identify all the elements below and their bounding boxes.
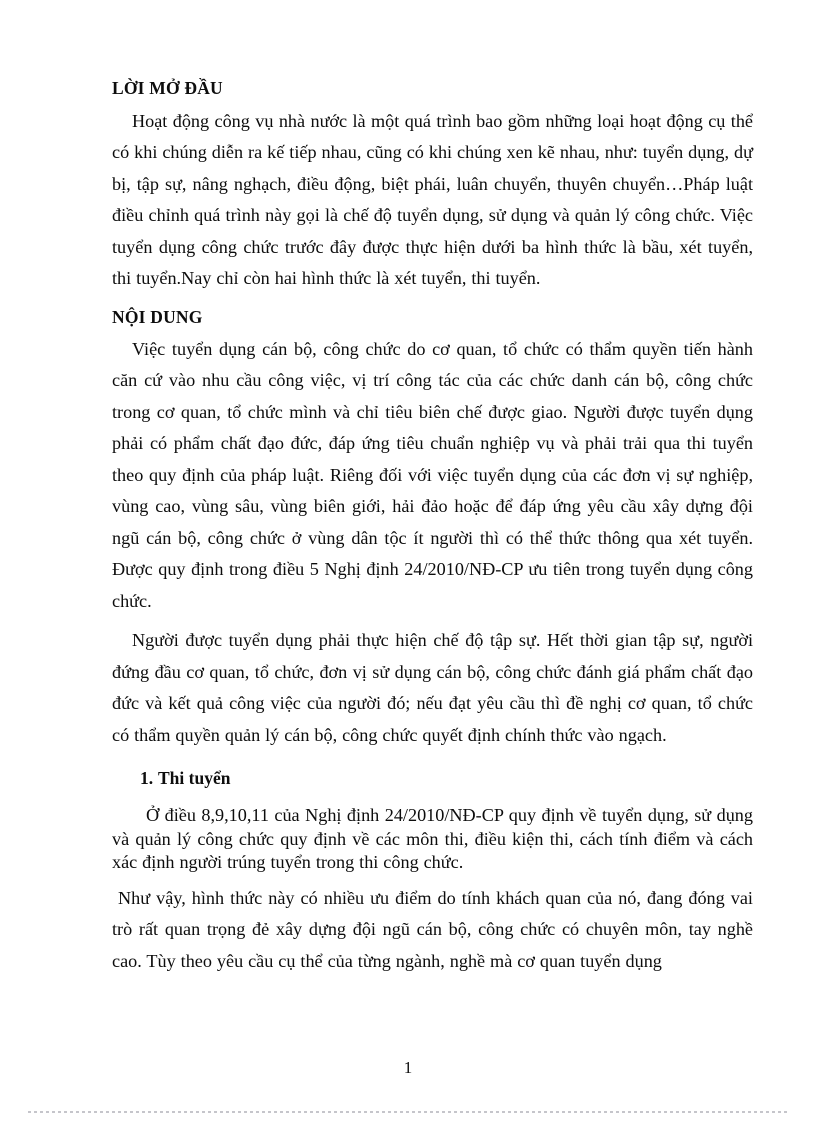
heading-noi-dung: NỘI DUNG [112,306,203,327]
document-body [112,78,753,977]
paragraph-intro-1: Hoạt động công vụ nhà nước là một quá trình bao gồm những loại hoạt động cụ thể có khi chúng diễn ra kế tiếp nhau, cũng có khi chúng xen kẽ nhau, như: tuyển dụng, dự bị, tập sự, nâng nghạch, điều động, biệt phái, luân chuyển, thuyên chuyển…Pháp luật điều chỉnh quá trình này gọi là chế độ tuyển dụng, sử dụng và quản lý công chức. Việc tuyển dụng công chức trước đây được thực hiện dưới ba hình thức là bầu, xét tuyển, thi tuyển.Nay chỉ còn hai hình thức là xét tuyển, thi tuyển. [112,110,753,289]
page-number: 1 [403,1058,413,1077]
subsection-heading-thi-tuyen [112,767,753,790]
subsection-title: Thi tuyển [158,768,231,789]
heading-loi-mo-dau: LỜI MỞ ĐẦU [112,78,223,98]
subsection-number: 1. [140,768,154,789]
paragraph-subsection-2: Như vậy, hình thức này có nhiều ưu điểm do tính khách quan của nó, đang đóng vai trò rất quan trọng đẻ xây dựng đội ngũ cán bộ, công chức có chuyên môn, tay nghề cao. Tùy theo yêu cầu cụ thể của từng ngành, nghề mà cơ quan tuyển dụng [112,887,753,971]
paragraph-subsection-1: Ở điều 8,9,10,11 của Nghị định 24/2010/NĐ-CP quy định về tuyển dụng, sử dụng và quản lý công chức quy định về các môn thi, điều kiện thi, cách tính điểm và cách xác định người trúng tuyển trong thi công chức. [112,805,753,872]
paragraph-content-1: Việc tuyển dụng cán bộ, công chức do cơ quan, tổ chức có thẩm quyền tiến hành căn cứ vào nhu cầu công việc, vị trí công tác của các chức danh cán bộ, công chức trong cơ quan, tổ chức mình và chỉ tiêu biên chế được giao. Người được tuyển dụng phải có phẩm chất đạo đức, đáp ứng tiêu chuẩn nghiệp vụ và phải trải qua thi tuyển theo quy định của pháp luật. Riêng đối với việc tuyển dụng của các đơn vị sự nghiệp, vùng cao, vùng sâu, vùng biên giới, hải đảo hoặc để đáp ứng yêu cầu xây dựng đội ngũ cán bộ, công chức ở vùng dân tộc ít người thì có thể thức thông qua xét tuyển. Được quy định trong điều 5 Nghị định 24/2010/NĐ-CP ưu tiên trong tuyển dụng công chức. [112,338,753,611]
paragraph-content-2: Người được tuyển dụng phải thực hiện chế độ tập sự. Hết thời gian tập sự, người đứng đầu cơ quan, tổ chức, đơn vị sử dụng cán bộ, công chức đánh giá phẩm chất đạo đức và kết quả công việc của người đó; nếu đạt yêu cầu thì đề nghị cơ quan, tổ chức có thẩm quyền quản lý cán bộ, công chức quyết định chính thức vào ngạch. [112,630,753,745]
scan-edge-artifact [28,1111,788,1113]
